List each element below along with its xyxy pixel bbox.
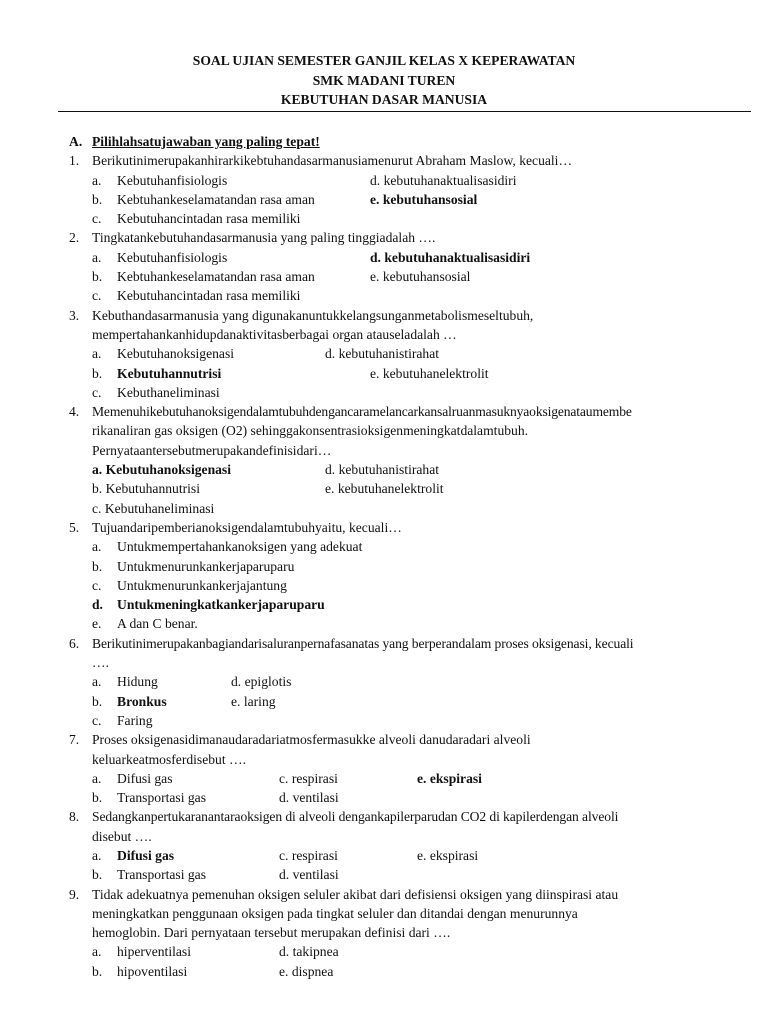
question-number: 7. bbox=[69, 732, 80, 748]
question-text: …. bbox=[92, 655, 109, 671]
option-row bbox=[0, 171, 768, 190]
option-a-answer: Difusi gas bbox=[117, 847, 175, 863]
question-text-continued bbox=[0, 750, 768, 769]
option-row bbox=[0, 479, 768, 498]
option-letter: b. bbox=[92, 365, 103, 381]
option-d: d. kebutuhanistirahat bbox=[325, 462, 440, 478]
question-2 bbox=[0, 228, 768, 247]
option-letter: c. bbox=[92, 288, 102, 304]
question-text: mempertahankanhidupdanaktivitasberbagai organ atauseladalah … bbox=[92, 326, 457, 342]
option-row bbox=[0, 344, 768, 363]
question-9 bbox=[0, 885, 768, 904]
option-letter: c. bbox=[92, 577, 102, 593]
question-text: hemoglobin. Dari pernyataan tersebut merupakan definisi dari …. bbox=[92, 925, 451, 941]
option-row bbox=[0, 267, 768, 286]
option-c: Untukmenurunkankerjajantung bbox=[117, 577, 287, 593]
section-instruction: Pilihlahsatujawaban yang paling tepat! bbox=[92, 134, 320, 149]
option-b-answer: Kebutuhannutrisi bbox=[117, 365, 222, 381]
question-text-continued bbox=[0, 904, 768, 923]
question-1 bbox=[0, 151, 768, 170]
option-row bbox=[0, 364, 768, 383]
question-text-continued bbox=[0, 421, 768, 440]
question-text-continued bbox=[0, 827, 768, 846]
option-c: Kebutuhancintadan rasa memiliki bbox=[117, 288, 301, 304]
option-e: e. kebutuhanelektrolit bbox=[325, 481, 444, 497]
option-row bbox=[0, 865, 768, 884]
option-d: d. takipnea bbox=[279, 944, 339, 960]
school-name: SMK MADANI TUREN bbox=[312, 72, 456, 88]
option-letter: b. bbox=[92, 963, 103, 979]
option-a: Difusi gas bbox=[117, 770, 173, 786]
option-b: Transportasi gas bbox=[117, 867, 206, 883]
option-row bbox=[0, 614, 768, 633]
option-letter: e. bbox=[92, 616, 102, 632]
section-letter: A. bbox=[69, 134, 83, 149]
option-d: d. kebutuhanistirahat bbox=[325, 346, 440, 362]
option-row bbox=[0, 190, 768, 209]
section-heading bbox=[0, 132, 768, 151]
option-b: Transportasi gas bbox=[117, 790, 206, 806]
subject-title: KEBUTUHAN DASAR MANUSIA bbox=[280, 92, 488, 107]
document-header bbox=[0, 51, 768, 110]
option-e: e. ekspirasi bbox=[417, 847, 479, 863]
option-row bbox=[0, 557, 768, 576]
option-letter: d. bbox=[92, 597, 103, 613]
question-number: 4. bbox=[69, 404, 80, 420]
question-text: Berikutinimerupakanhirarkikebtuhandasarmanusiamenurut Abraham Maslow, kecuali… bbox=[92, 153, 573, 169]
option-row bbox=[0, 942, 768, 961]
option-letter: c. bbox=[92, 384, 102, 400]
option-row bbox=[0, 692, 768, 711]
option-d: d. ventilasi bbox=[279, 867, 339, 883]
option-d: d. ventilasi bbox=[279, 790, 339, 806]
option-row bbox=[0, 769, 768, 788]
option-letter: a. bbox=[92, 847, 102, 863]
option-a-answer: a. Kebutuhanoksigenasi bbox=[92, 462, 232, 478]
option-a: Hidung bbox=[117, 674, 158, 690]
option-row bbox=[0, 286, 768, 305]
option-letter: c. bbox=[92, 211, 102, 227]
question-text: meningkatkan penggunaan oksigen pada tingkat seluler dan ditandai dengan menurunnya bbox=[92, 905, 578, 921]
option-e-answer: e. kebutuhansosial bbox=[370, 191, 478, 207]
option-row bbox=[0, 248, 768, 267]
option-d-answer: Untukmeningkatkankerjaparuparu bbox=[117, 597, 325, 613]
option-letter: a. bbox=[92, 944, 102, 960]
question-text: rikanaliran gas oksigen (O2) sehinggakonsentrasioksigenmeningkatdalamtubuh. bbox=[92, 423, 529, 439]
question-text: Pernyataantersebutmerupakandefinisidari… bbox=[92, 442, 332, 458]
question-4 bbox=[0, 402, 768, 421]
option-c: Kebutuhancintadan rasa memiliki bbox=[117, 211, 301, 227]
option-d-answer: d. kebutuhanaktualisasidiri bbox=[370, 249, 531, 265]
question-list bbox=[0, 132, 768, 981]
option-e: A dan C benar. bbox=[117, 616, 198, 632]
option-c: Faring bbox=[117, 712, 153, 728]
option-letter: b. bbox=[92, 558, 103, 574]
question-text: Tingkatankebutuhandasarmanusia yang paling tinggiadalah …. bbox=[92, 230, 436, 246]
option-a: Untukmempertahankanoksigen yang adekuat bbox=[117, 539, 363, 555]
option-a: Kebutuhanfisiologis bbox=[117, 172, 228, 188]
option-row bbox=[0, 537, 768, 556]
question-6 bbox=[0, 634, 768, 653]
option-letter: c. bbox=[92, 712, 102, 728]
option-letter: b. bbox=[92, 269, 103, 285]
question-text: Sedangkanpertukaranantaraoksigen di alveoli dengankapilerparudan CO2 di kapilerdengan alveoli bbox=[92, 809, 619, 825]
question-text-continued bbox=[0, 325, 768, 344]
option-row bbox=[0, 209, 768, 228]
option-letter: a. bbox=[92, 539, 102, 555]
option-d: d. kebutuhanaktualisasidiri bbox=[370, 172, 517, 188]
option-c: c. respirasi bbox=[279, 847, 338, 863]
option-a: hiperventilasi bbox=[117, 944, 191, 960]
option-letter: b. bbox=[92, 693, 103, 709]
option-c: Kebuthaneliminasi bbox=[117, 384, 220, 400]
option-a: Kebutuhanfisiologis bbox=[117, 249, 228, 265]
option-c: c. Kebutuhaneliminasi bbox=[92, 500, 215, 516]
question-text: disebut …. bbox=[92, 828, 152, 844]
question-8 bbox=[0, 807, 768, 826]
question-text: Tujuandaripemberianoksigendalamtubuhyaitu, kecuali… bbox=[92, 519, 402, 535]
option-row bbox=[0, 672, 768, 691]
option-a: Kebutuhanoksigenasi bbox=[117, 346, 235, 362]
option-b: b. Kebutuhannutrisi bbox=[92, 481, 200, 497]
option-row bbox=[0, 788, 768, 807]
question-7 bbox=[0, 730, 768, 749]
question-number: 3. bbox=[69, 307, 80, 323]
question-text: Berikutinimerupakanbagiandarisaluranpernafasanatas yang berperandalam proses oksigenasi, kecuali bbox=[92, 635, 634, 651]
question-number: 9. bbox=[69, 886, 80, 902]
option-letter: a. bbox=[92, 770, 102, 786]
question-number: 5. bbox=[69, 519, 80, 535]
question-text-continued bbox=[0, 923, 768, 942]
question-text: Proses oksigenasidimanaudaradariatmosfermasukke alveoli danudaradari alveoli bbox=[92, 732, 531, 748]
option-row bbox=[0, 962, 768, 981]
option-row bbox=[0, 846, 768, 865]
option-letter: a. bbox=[92, 346, 102, 362]
option-letter: a. bbox=[92, 249, 102, 265]
option-b: Kebtuhankeselamatandan rasa aman bbox=[117, 269, 315, 285]
header-divider bbox=[58, 111, 751, 112]
option-letter: a. bbox=[92, 172, 102, 188]
question-text-continued bbox=[0, 653, 768, 672]
option-e: e. laring bbox=[231, 693, 276, 709]
option-b: hipoventilasi bbox=[117, 963, 188, 979]
option-c: c. respirasi bbox=[279, 770, 338, 786]
question-text: keluarkeatmosferdisebut …. bbox=[92, 751, 247, 767]
exam-title: SOAL UJIAN SEMESTER GANJIL KELAS X KEPERAWATAN bbox=[192, 53, 576, 68]
option-b-answer: Bronkus bbox=[117, 693, 167, 709]
question-text: Kebuthandasarmanusia yang digunakanuntukkelangsunganmetabolismeseltubuh, bbox=[92, 307, 534, 323]
question-3 bbox=[0, 306, 768, 325]
question-text: Memenuhikebutuhanoksigendalamtubuhdengancaramelancarkansalruanmasuknyaoksigenataumembe bbox=[92, 404, 632, 420]
question-5 bbox=[0, 518, 768, 537]
option-row bbox=[0, 499, 768, 518]
option-letter: b. bbox=[92, 790, 103, 806]
option-e: e. dispnea bbox=[279, 963, 334, 979]
option-letter: a. bbox=[92, 674, 102, 690]
option-e: e. kebutuhanelektrolit bbox=[370, 365, 489, 381]
question-number: 6. bbox=[69, 635, 80, 651]
option-row bbox=[0, 595, 768, 614]
option-letter: b. bbox=[92, 191, 103, 207]
question-text-continued bbox=[0, 441, 768, 460]
question-number: 2. bbox=[69, 230, 80, 246]
option-row bbox=[0, 460, 768, 479]
option-e-answer: e. ekspirasi bbox=[417, 770, 482, 786]
option-b: Kebtuhankeselamatandan rasa aman bbox=[117, 191, 315, 207]
option-e: e. kebutuhansosial bbox=[370, 269, 471, 285]
question-text: Tidak adekuatnya pemenuhan oksigen seluler akibat dari defisiensi oksigen yang diinspirasi atau bbox=[92, 886, 619, 902]
option-row bbox=[0, 383, 768, 402]
question-number: 1. bbox=[69, 153, 80, 169]
option-letter: b. bbox=[92, 867, 103, 883]
option-row bbox=[0, 711, 768, 730]
question-number: 8. bbox=[69, 809, 80, 825]
option-row bbox=[0, 576, 768, 595]
option-d: d. epiglotis bbox=[231, 674, 292, 690]
option-b: Untukmenurunkankerjaparuparu bbox=[117, 558, 295, 574]
